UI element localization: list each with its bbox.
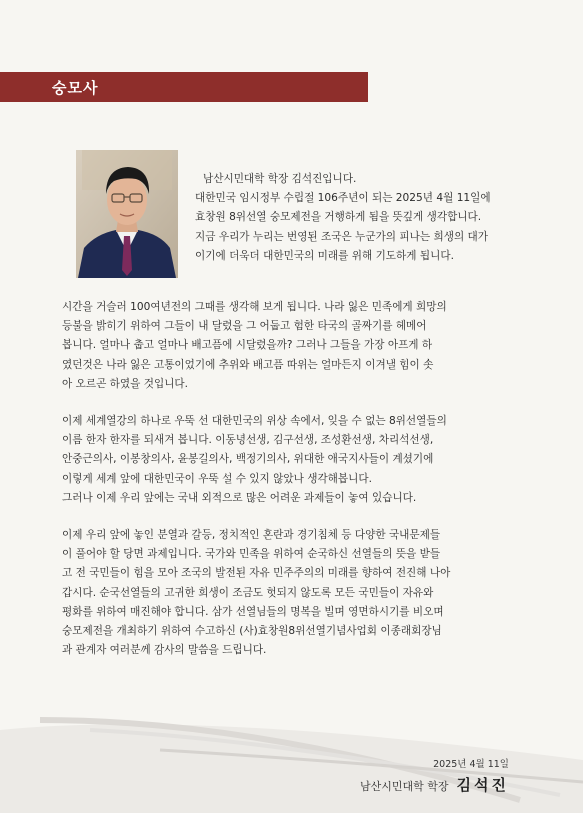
signature-name: 김석진 <box>456 776 509 794</box>
paragraph-future <box>62 526 542 660</box>
paragraph-line: 였던것은 나라 잃은 고통이었기에 추위와 배고픔 따위는 얼마든지 이겨낼 힘이 솟 <box>62 358 434 371</box>
paragraph-line: 평화를 위하여 매진해야 합니다. 삼가 선열님들의 명복을 빌며 영면하시기를 비오며 <box>62 605 444 618</box>
paragraph-line: 숭모제전을 개최하기 위하여 수고하신 (사)효창원8위선열기념사업회 이종래회장님 <box>62 625 442 638</box>
paragraph-line: 이렇게 세계 앞에 대한민국이 우뚝 설 수 있지 않았나 생각해봅니다. <box>62 472 372 485</box>
paragraph-line: 이제 우리 앞에 놓인 분열과 갈등, 정치적인 혼란과 경기침체 등 다양한 국내문제들 <box>62 529 441 541</box>
paragraph-line: 봅니다. 얼마나 춥고 얼마나 배고픔에 시달렸을까? 그러나 그들을 가장 아프게 하 <box>62 339 433 352</box>
paragraph-line: 이름 한자 한자를 되새겨 봅니다. 이동녕선생, 김구선생, 조성환선생, 차리석선생, <box>62 434 434 447</box>
portrait-photo <box>76 150 178 278</box>
intro-line: 지금 우리가 누리는 번영된 조국은 누군가의 피나는 희생의 대가 <box>195 230 489 243</box>
paragraph-line: 갑시다. 순국선열들의 고귀한 희생이 조금도 헛되지 않도록 모든 국민들이 자유와 <box>62 586 434 599</box>
intro-text <box>195 170 540 266</box>
paragraph-line: 이 풀어야 할 당면 과제입니다. 국가와 민족을 위하여 순국하신 선열들의 뜻을 받들 <box>62 548 441 561</box>
signature-date: 2025년 4월 11일 <box>433 759 509 770</box>
signature-block <box>360 774 509 795</box>
paragraph-line: 과 관계자 여러분께 감사의 말씀을 드립니다. <box>62 644 267 657</box>
intro-line: 이기에 더욱더 대한민국의 미래를 위해 기도하게 됩니다. <box>195 249 454 262</box>
page-title: 숭모사 <box>52 79 99 97</box>
paragraph-line: 이제 세계열강의 하나로 우뚝 선 대한민국의 위상 속에서, 잊을 수 없는 8위선열들의 <box>62 415 447 427</box>
paragraph-line: 그러나 이제 우리 앞에는 국내 외적으로 많은 어려운 과제들이 놓여 있습니다. <box>62 491 417 504</box>
intro-line: 효창원 8위선열 숭모제전을 거행하게 됨을 뜻깊게 생각합니다. <box>195 211 482 224</box>
signature-organization: 남산시민대학 학장 <box>360 780 449 793</box>
header-band <box>0 72 368 102</box>
paragraph-line: 등불을 밝히기 위하여 그들이 내 달렸을 그 어둡고 험한 타국의 골짜기를 헤메어 <box>62 320 427 333</box>
paragraph-history <box>62 298 542 394</box>
paragraph-line: 시간을 거슬러 100여년전의 그때를 생각해 보게 됩니다. 나라 잃은 민족에게 희망의 <box>62 301 447 313</box>
intro-line: 남산시민대학 학장 김석진입니다. <box>203 173 357 185</box>
paragraph-line: 고 전 국민들이 힘을 모아 조국의 발전된 자유 민주주의의 미래를 향하여 전진해 나아 <box>62 567 451 580</box>
intro-line: 대한민국 임시정부 수립절 106주년이 되는 2025년 4월 11일에 <box>195 192 491 205</box>
paragraph-patriots <box>62 412 542 508</box>
paragraph-line: 아 오르곤 하였을 것입니다. <box>62 377 189 390</box>
paragraph-line: 안중근의사, 이봉창의사, 윤봉길의사, 백정기의사, 위대한 애국지사들이 계셨기에 <box>62 453 434 466</box>
